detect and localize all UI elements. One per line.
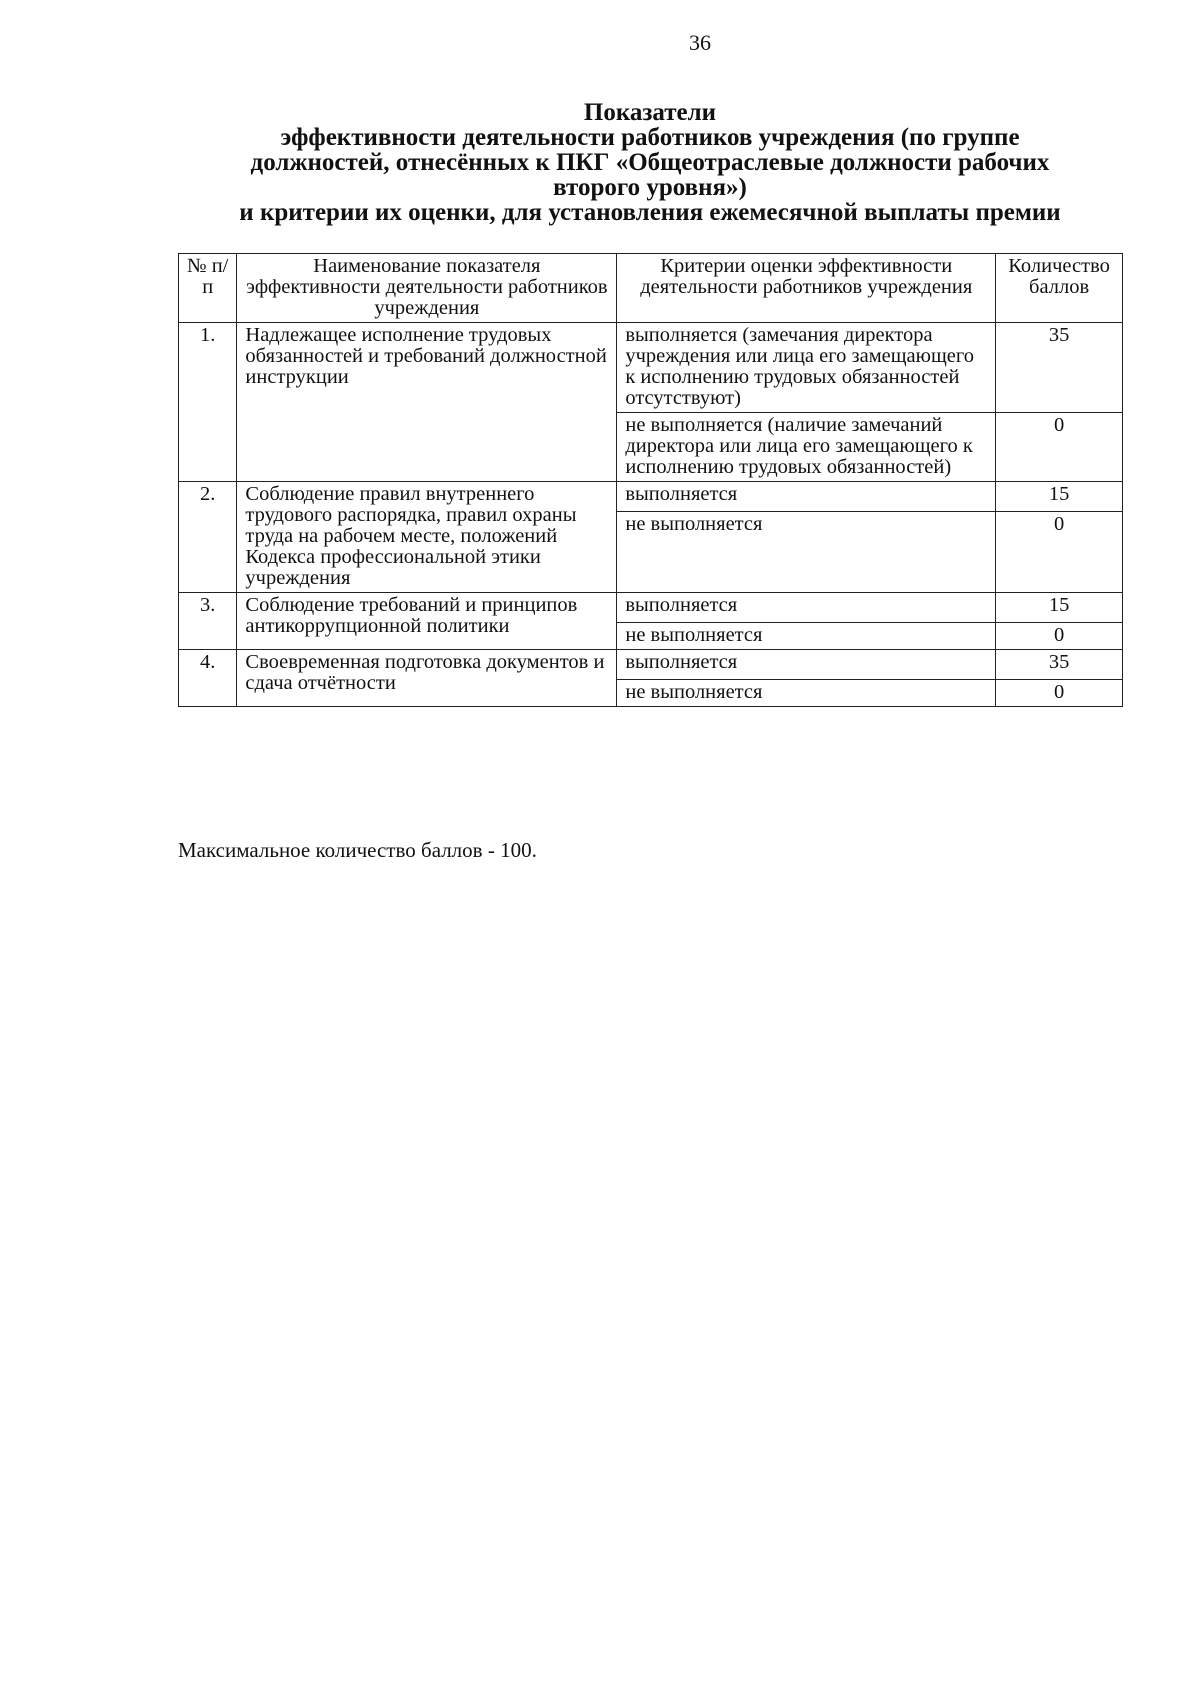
criterion-text: не выполняется (наличие замечаний директора или лица его замещающего к исполнению трудовых обязанностей) [617,413,996,482]
criterion-text: выполняется (замечания директора учреждения или лица его замещающего к исполнению трудовых обязанностей отсутствуют) [617,323,996,413]
criterion-score: 0 [996,680,1123,707]
criterion-text: выполняется [617,650,996,680]
header-name: Наименование показателя эффективности деятельности работников учреждения [237,254,617,323]
criterion-score: 35 [996,650,1123,680]
table-row [179,482,1123,512]
indicator-name: Соблюдение требований и принципов антикоррупционной политики [237,593,617,650]
criterion-score: 0 [996,413,1123,482]
indicator-name: Соблюдение правил внутреннего трудового распорядка, правил охраны труда на рабочем месте, положений Кодекса профессиональной этики учреждения [237,482,617,593]
indicator-name: Своевременная подготовка документов и сдача отчётности [237,650,617,707]
criterion-text: не выполняется [617,680,996,707]
criterion-score: 35 [996,323,1123,413]
row-number: 4. [179,650,237,707]
criterion-text: выполняется [617,593,996,623]
title-line-5: и критерии их оценки, для установления ежемесячной выплаты премии [239,199,1061,226]
criterion-score: 15 [996,593,1123,623]
table-row [179,323,1123,413]
page-number: 36 [689,30,711,55]
header-criteria: Критерии оценки эффективности деятельности работников учреждения [617,254,996,323]
table-row [179,650,1123,680]
criterion-score: 15 [996,482,1123,512]
title-line-3: должностей, отнесённых к ПКГ «Общеотраслевые должности рабочих [250,149,1050,176]
row-number: 2. [179,482,237,593]
table-row [179,593,1123,623]
criterion-score: 0 [996,512,1123,593]
document-title [180,100,1120,225]
header-num: № п/п [179,254,237,323]
criterion-score: 0 [996,623,1123,650]
criterion-text: не выполняется [617,512,996,593]
criteria-table [178,253,1123,707]
criterion-text: выполняется [617,482,996,512]
footer-note: Максимальное количество баллов - 100. [178,838,537,862]
indicator-name: Надлежащее исполнение трудовых обязанностей и требований должностной инструкции [237,323,617,482]
title-line-1: Показатели [583,99,717,126]
row-number: 3. [179,593,237,650]
title-line-2: эффективности деятельности работников учреждения (по группе [280,124,1020,151]
header-score: Количество баллов [996,254,1123,323]
table-header-row [179,254,1123,323]
title-line-4: второго уровня») [553,174,747,201]
criterion-text: не выполняется [617,623,996,650]
row-number: 1. [179,323,237,482]
